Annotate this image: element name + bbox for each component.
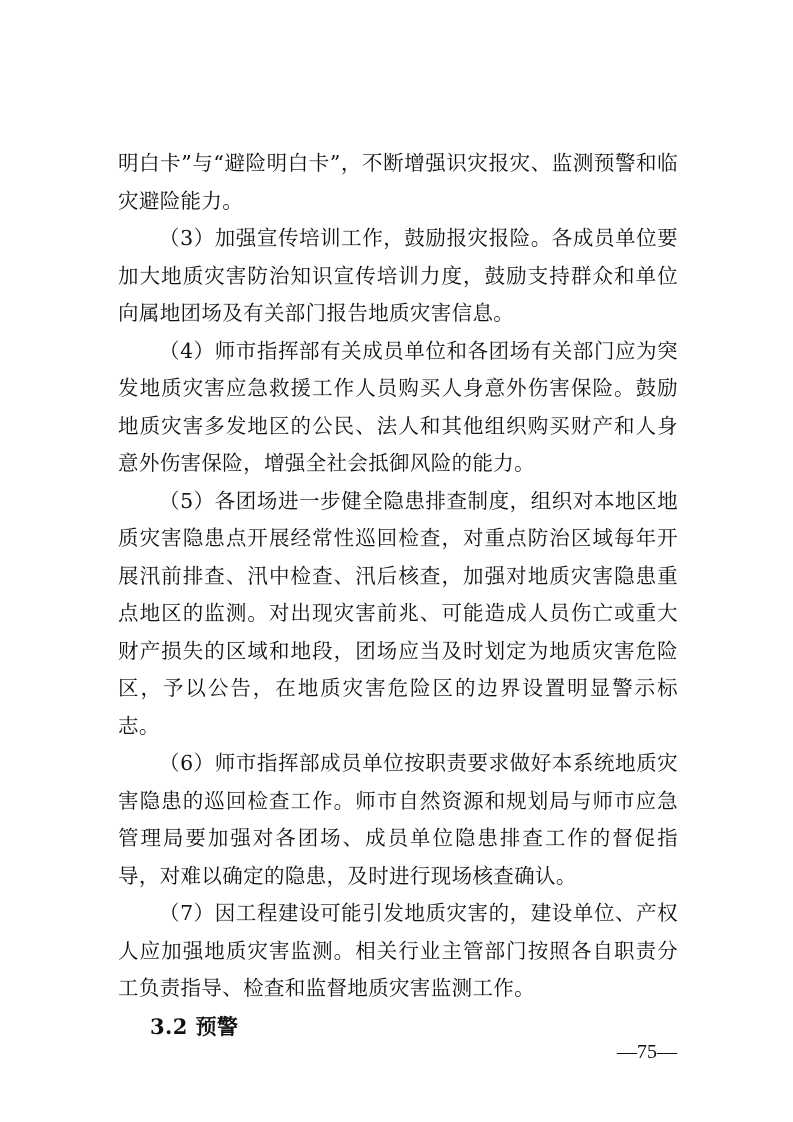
page-number: —75— [617,1041,677,1063]
paragraph-item-6: （6）师市指挥部成员单位按职责要求做好本系统地质灾害隐患的巡回检查工作。师市自然资源和规划局与师市应急管理局要加强对各团场、成员单位隐患排查工作的督促指导，对难以确定的隐患，及时进行现场核查确认。 [118,751,678,888]
paragraph-continuation: 明白卡”与“避险明白卡”，不断增强识灾报灾、监测预警和临灾避险能力。 [118,151,678,213]
paragraph-item-4: （4）师市指挥部有关成员单位和各团场有关部门应为突发地质灾害应急救援工作人员购买人身意外伤害保险。鼓励地质灾害多发地区的公民、法人和其他组织购买财产和人身意外伤害保险，增强全社会抵御风险的能力。 [118,338,678,475]
paragraph-item-7: （7）因工程建设可能引发地质灾害的，建设单位、产权人应加强地质灾害监测。相关行业主管部门按照各自职责分工负责指导、检查和监督地质灾害监测工作。 [118,901,678,1000]
paragraph-item-3: （3）加强宣传培训工作，鼓励报灾报险。各成员单位要加大地质灾害防治知识宣传培训力度，鼓励支持群众和单位向属地团场及有关部门报告地质灾害信息。 [118,226,678,325]
section-heading: 3.2 预警 [150,1013,239,1039]
paragraph-item-5: （5）各团场进一步健全隐患排查制度，组织对本地区地质灾害隐患点开展经常性巡回检查，对重点防治区域每年开展汛前排查、汛中检查、汛后核查，加强对地质灾害隐患重点地区的监测。对出现灾害前兆、可能造成人员伤亡或重大财产损失的区域和地段，团场应当及时划定为地质灾害危险区，予以公告，在地质灾害危险区的边界设置明显警示标志。 [118,488,678,738]
document-body [118,145,678,1045]
